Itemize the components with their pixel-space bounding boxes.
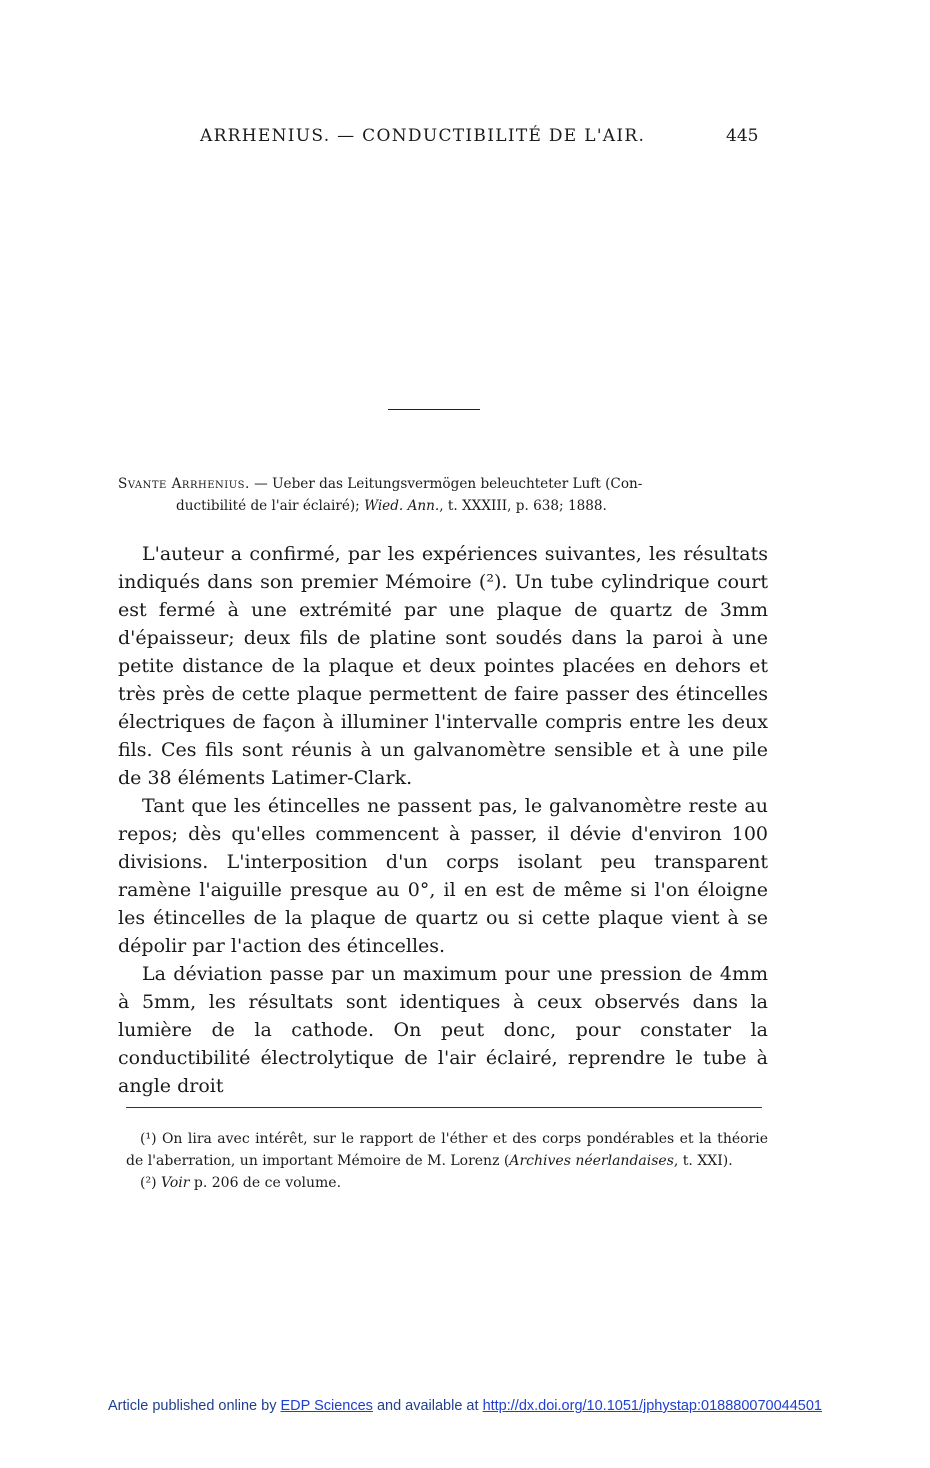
footnote-1: [126, 1128, 768, 1172]
reference-german-title: Ueber das Leitungsvermögen beleuchteter Luft (Con-: [272, 476, 643, 492]
publisher-prefix: Article published online by: [108, 1398, 281, 1414]
footnote-1-journal: Archives néerlandaises: [509, 1153, 674, 1169]
reference-author: Svante Arrhenius.: [118, 476, 250, 492]
reference-dash: —: [249, 476, 273, 492]
paragraph-3: La déviation passe par un maximum pour une pression de 4mm à 5mm, les résultats sont identiques à ceux observés dans la lumière de la cathode. On peut donc, pour constater la conductibilité électrolytique de l'air éclairé, reprendre le tube à angle droit: [118, 963, 768, 1097]
running-title: ARRHENIUS. — CONDUCTIBILITÉ DE L'AIR.: [200, 126, 646, 146]
footnote-1-end: , t. XXI).: [673, 1153, 733, 1169]
running-head: [0, 126, 930, 150]
bibliographic-reference: [118, 473, 766, 517]
paragraph-2: Tant que les étincelles ne passent pas, le galvanomètre reste au repos; dès qu'elles commencent à passer, il dévie d'environ 100 divisions. L'interposition d'un corps isolant peu transparent ramène l'aiguille presque au 0°, il en est de même si l'on éloigne les étincelles de la plaque de quartz ou si cette plaque vient à se dépolir par l'action des étincelles.: [118, 795, 768, 957]
footnote-2-marker: (²): [140, 1175, 161, 1191]
section-rule: [388, 409, 480, 410]
reference-journal: Wied. Ann.: [364, 498, 440, 514]
publisher-middle: and available at: [372, 1398, 483, 1414]
edp-sciences-link[interactable]: EDP Sciences: [280, 1398, 373, 1414]
footnotes: [126, 1128, 768, 1194]
page-number: 445: [726, 126, 759, 146]
footnote-2-end: p. 206 de ce volume.: [189, 1175, 342, 1191]
reference-line-1: [118, 473, 766, 495]
footnote-2-voir: Voir: [161, 1175, 190, 1191]
paragraph-1: L'auteur a confirmé, par les expériences suivantes, les résultats indiqués dans son premier Mémoire (²). Un tube cylindrique court est fermé à une extrémité par une plaque de quartz de 3mm d'épaisseur; deux fils de platine sont soudés dans la paroi à une petite distance de la plaque et deux pointes placées en dehors et très près de cette plaque permettent de faire passer des étincelles électriques de façon à illuminer l'intervalle compris entre les deux fils. Ces fils sont réunis à un galvanomètre sensible et à une pile de 38 éléments Latimer-Clark.: [118, 543, 768, 789]
footnote-2: [126, 1172, 768, 1194]
publisher-bar: [0, 1398, 930, 1414]
article-body: [118, 540, 768, 1100]
reference-french-title: ductibilité de l'air éclairé);: [176, 498, 365, 514]
doi-link[interactable]: http://dx.doi.org/10.1051/jphystap:018880070044501: [482, 1398, 822, 1414]
reference-citation: , t. XXXIII, p. 638; 1888.: [439, 498, 607, 514]
reference-line-2: [118, 495, 766, 517]
footnote-rule: [126, 1107, 762, 1108]
footnote-1-text: (¹) On lira avec intérêt, sur le rapport de l'éther et des corps pondérables et la théorie de l'aberration, un important Mémoire de M. Lorenz (: [126, 1131, 768, 1169]
